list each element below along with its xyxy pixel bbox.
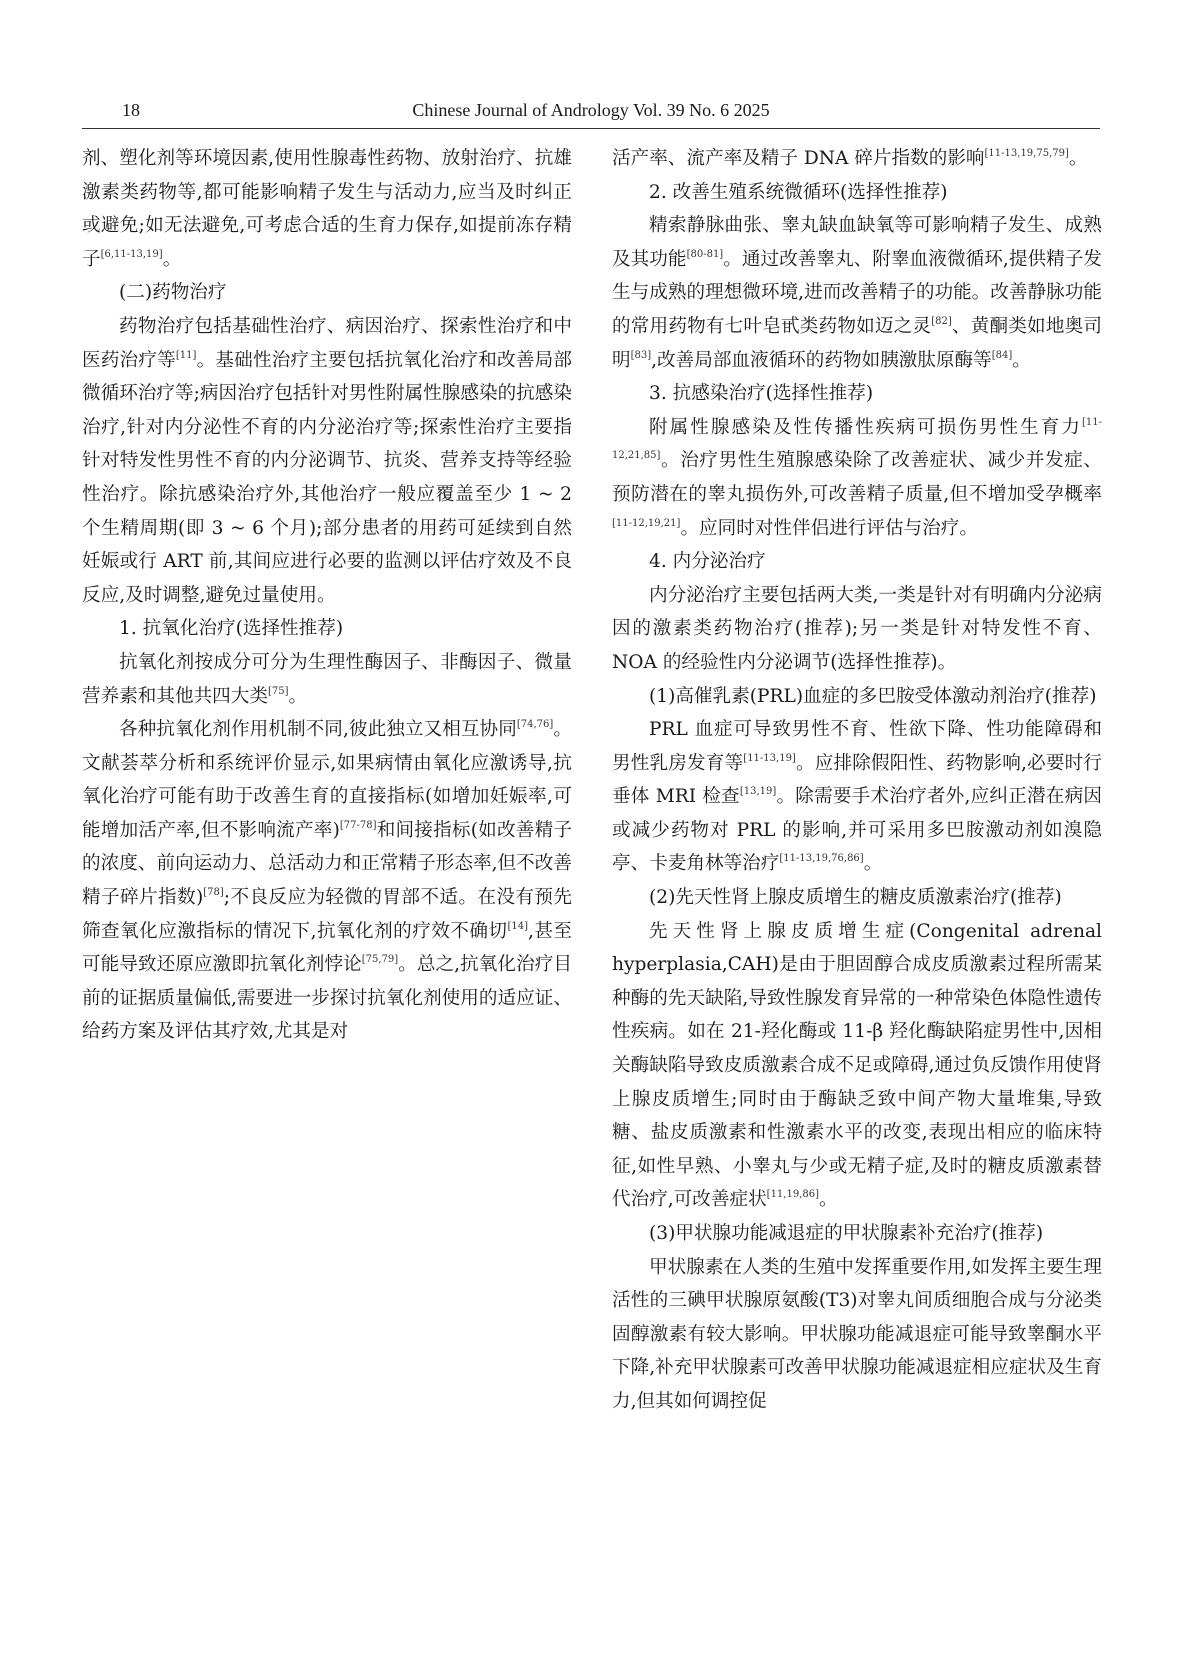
- paragraph: 药物治疗包括基础性治疗、病因治疗、探索性治疗和中医药治疗等[11]。基础性治疗主要包括抗氧化治疗和改善局部微循环治疗等;病因治疗包括针对男性附属性腺感染的抗感染治疗,针对内分泌性不育的内分泌治疗等;探索性治疗主要指针对特发性男性不育的内分泌调节、抗炎、营养支持等经验性治疗。除抗感染治疗外,其他治疗一般应覆盖至少 1 ~ 2 个生精周期(即 3 ~ 6 个月);部分患者的用药可延续到自然妊娠或行 ART 前,其间应进行必要的监测以评估疗效及不良反应,及时调整,避免过量使用。: [82, 315, 572, 606]
- citation: [11-13,19,76,86]: [779, 853, 864, 865]
- paragraph: 活产率、流产率及精子 DNA 碎片指数的影响[11-13,19,75,79]。: [612, 148, 1088, 169]
- subsection-heading: (2)先天性肾上腺皮质增生的糖皮质激素治疗(推荐): [649, 887, 1062, 909]
- citation: [75]: [267, 685, 289, 697]
- paragraph: PRL 血症可导致男性不育、性欲下降、性功能障碍和男性乳房发育等[11-13,19]。应排除假阳性、药物影响,必要时行垂体 MRI 检查[13,19]。除需要手术治疗者外,应纠正潜在病因或减少药物对 PRL 的影响,并可采用多巴胺激动剂如溴隐亭、卡麦角林等治疗[11-13,19,76,86]。: [612, 719, 1102, 875]
- paragraph: 甲状腺素在人类的生殖中发挥重要作用,如发挥主要生理活性的三碘甲状腺原氨酸(T3)对睾丸间质细胞合成与分泌类固醇激素有较大影响。甲状腺功能减退症可能导致睾酮水平下降,补充甲状腺素可改善甲状腺功能减退症相应症状及生育力,但其如何调控促: [612, 1256, 1102, 1412]
- paragraph: 抗氧化剂按成分可分为生理性酶因子、非酶因子、微量营养素和其他共四大类[75]。: [82, 651, 572, 707]
- subsection-heading: (3)甲状腺功能减退症的甲状腺素补充治疗(推荐): [649, 1223, 1044, 1244]
- citation: [83]: [630, 349, 652, 361]
- citation: [78]: [203, 887, 224, 899]
- citation: [84]: [991, 349, 1013, 361]
- citation: [11,19,86]: [766, 1189, 820, 1201]
- subsection-heading: 1. 抗氧化治疗(选择性推荐): [119, 618, 344, 640]
- page-number: 18: [122, 100, 140, 120]
- subsection-heading: 2. 改善生殖系统微循环(选择性推荐): [649, 181, 948, 203]
- citation: [11-13,19]: [743, 752, 796, 764]
- right-column: [612, 142, 1102, 1419]
- paragraph: 附属性腺感染及性传播性疾病可损伤男性生育力[11-12,21,85]。治疗男性生殖腺感染除了改善症状、减少并发症、预防潜在的睾丸损伤外,可改善精子质量,但不增加受孕概率[11-12,19,21]。应同时对性伴侣进行评估与治疗。: [612, 416, 1102, 539]
- section-heading: (二)药物治疗: [119, 282, 227, 304]
- citation: [77-78]: [339, 819, 377, 831]
- citation: [14]: [507, 920, 528, 932]
- citation: [74,76]: [516, 719, 554, 731]
- paragraph: 精索静脉曲张、睾丸缺血缺氧等可影响精子发生、成熟及其功能[80-81]。通过改善睾丸、附睾血液微循环,提供精子发生与成熟的理想微环境,进而改善精子的功能。改善静脉功能的常用药物有七叶皂甙类药物如迈之灵[82]、黄酮类如地奥司明[83],改善局部血液循环的药物如胰激肽原酶等[84]。: [612, 215, 1102, 371]
- citation: [13,19]: [739, 786, 777, 798]
- paragraph: 各种抗氧化剂作用机制不同,彼此独立又相互协同[74,76]。文献荟萃分析和系统评价显示,如果病情由氧化应激诱导,抗氧化治疗可能有助于改善生育的直接指标(如增加妊娠率,可能增加活产率,但不影响流产率)[77-78]和间接指标(如改善精子的浓度、前向运动力、总活动力和正常精子形态率,但不改善精子碎片指数)[78];不良反应为轻微的胃部不适。在没有预先筛查氧化应激指标的情况下,抗氧化剂的疗效不确切[14],甚至可能导致还原应激即抗氧化剂悖论[75,79]。总之,抗氧化治疗目前的证据质量偏低,需要进一步探讨抗氧化剂使用的适应证、给药方案及评估其疗效,尤其是对: [82, 719, 572, 1043]
- citation: [11-13,19,75,79]: [984, 148, 1069, 159]
- citation: [11]: [175, 349, 197, 361]
- citation: [11-12,19,21]: [612, 517, 681, 529]
- subsection-heading: 4. 内分泌治疗: [649, 551, 766, 573]
- subsection-heading: (1)高催乳素(PRL)血症的多巴胺受体激动剂治疗(推荐): [649, 685, 1097, 707]
- paragraph: 先天性肾上腺皮质增生症(Congenital adrenal hyperplasia,CAH)是由于胆固醇合成皮质激素过程所需某种酶的先天缺陷,导致性腺发育异常的一种常染色体隐性遗传性疾病。如在 21-羟化酶或 11-β 羟化酶缺陷症男性中,因相关酶缺陷导致皮质激素合成不足或障碍,通过负反馈作用使肾上腺皮质增生;同时由于酶缺乏致中间产物大量堆集,导致糖、盐皮质激素和性激素水平的改变,表现出相应的临床特征,如性早熟、小睾丸与少或无精子症,及时的糖皮质激素替代治疗,可改善症状[11,19,86]。: [612, 920, 1102, 1211]
- journal-title: Chinese Journal of Andrology Vol. 39 No. 6 2025: [412, 100, 770, 120]
- citation: [6,11-13,19]: [100, 248, 163, 260]
- citation: [11-12,21,85]: [612, 416, 1102, 462]
- subsection-heading: 3. 抗感染治疗(选择性推荐): [649, 383, 874, 405]
- paragraph: 内分泌治疗主要包括两大类,一类是针对有明确内分泌病因的激素类药物治疗(推荐);另一类是针对特发性不育、NOA 的经验性内分泌调节(选择性推荐)。: [612, 584, 1102, 673]
- citation: [75,79]: [361, 954, 399, 966]
- paragraph: 剂、塑化剂等环境因素,使用性腺毒性药物、放射治疗、抗雄激素类药物等,都可能影响精子发生与活动力,应当及时纠正或避免;如无法避免,可考虑合适的生育力保存,如提前冻存精子[6,11-13,19]。: [82, 148, 572, 270]
- citation: [82]: [931, 315, 952, 327]
- left-column: [82, 142, 572, 1049]
- citation: [80-81]: [686, 248, 724, 260]
- running-header: [82, 98, 1100, 129]
